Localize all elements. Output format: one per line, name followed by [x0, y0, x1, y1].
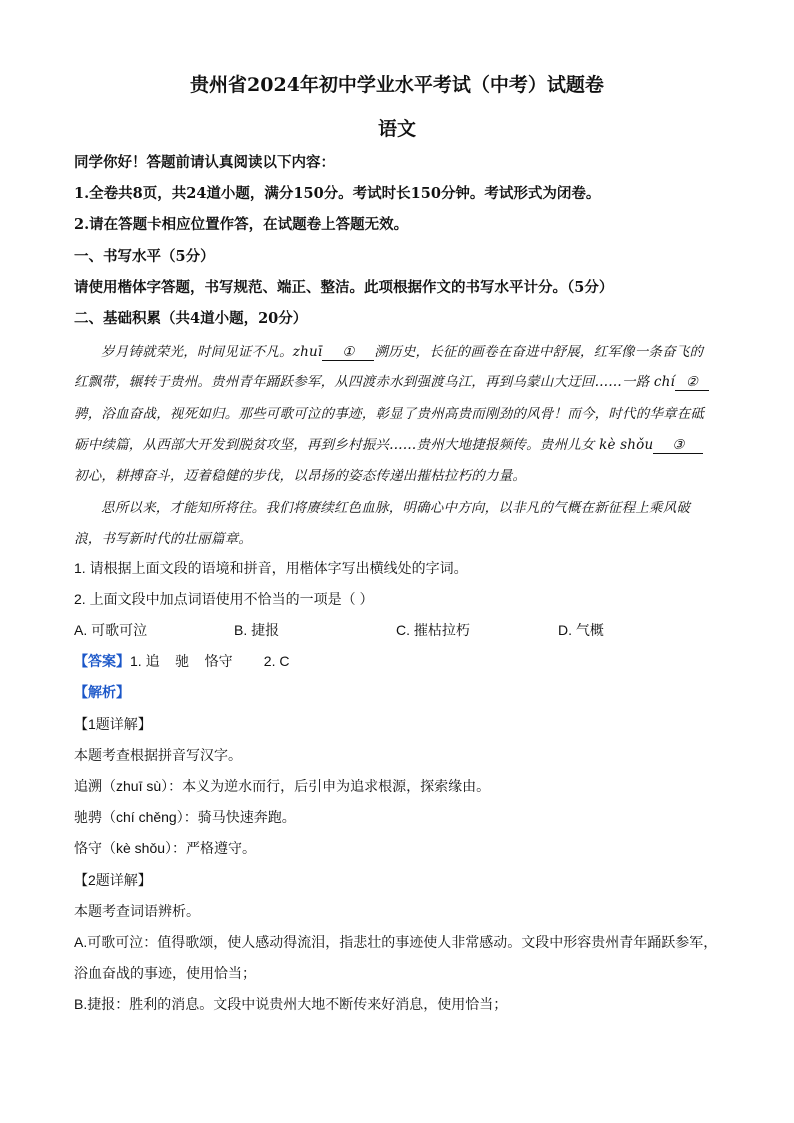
answer-tag: 【答案】 — [74, 653, 130, 669]
answer-text: 1. 追 驰 恪守 2. C — [130, 653, 290, 669]
instructions-item-1: 1.全卷共8页，共24道小题，满分150分。考试时长150分钟。考试形式为闭卷。 — [74, 185, 601, 202]
passage-line-3: 骋，浴血奋战，视死如归。那些可歌可泣的事迹，彰显了贵州高贵而刚劲的风骨！而今，时代的华章在砥 — [74, 406, 705, 422]
detail-2-item-b: B.捷报：胜利的消息。文段中说贵州大地不断传来好消息，使用恰当； — [74, 996, 508, 1012]
detail-1-intro: 本题考查根据拼音写汉字。 — [74, 747, 242, 763]
option-c: C. 摧枯拉朽 — [396, 622, 470, 638]
detail-1-item-a: 追溯（zhuī sù）：本义为逆水而行，后引申为追求根源，探索缘由。 — [74, 778, 491, 794]
instructions-greeting: 同学你好！答题前请认真阅读以下内容： — [74, 154, 335, 171]
passage-line-7: 浪，书写新时代的壮丽篇章。 — [74, 531, 253, 547]
subject-title: 语文 — [377, 118, 416, 140]
option-d: D. 气概 — [558, 622, 604, 638]
blank-3: ③ — [653, 437, 703, 454]
blank-1: ① — [322, 344, 374, 361]
detail-1-heading: 【1题详解】 — [74, 716, 152, 732]
detail-1-item-c: 恪守（kè shǒu）：严格遵守。 — [74, 840, 257, 856]
passage-line-6: 思所以来，才能知所将往。我们将赓续红色血脉，明确心中方向，以非凡的气概在新征程上乘风破 — [101, 500, 691, 516]
passage-line-5: 初心，耕搏奋斗，迈着稳健的步伐，以昂扬的姿态传递出摧枯拉朽的力量。 — [74, 468, 527, 484]
exam-title: 贵州省2024年初中学业水平考试（中考）试题卷 — [190, 74, 604, 96]
answer-line — [74, 651, 289, 671]
blank-2: ② — [675, 374, 709, 391]
detail-2-heading: 【2题详解】 — [74, 872, 152, 888]
passage-line-2: 红飘带，辗转于贵州。贵州青年踊跃参军，从四渡赤水到强渡乌江，再到乌蒙山大迂回……一路 chí ② — [74, 370, 709, 391]
question-2: 2. 上面文段中加点词语使用不恰当的一项是（ ） — [74, 591, 374, 607]
detail-2-intro: 本题考查词语辨析。 — [74, 903, 200, 919]
detail-1-item-b: 驰骋（chí chěng）：骑马快速奔跑。 — [74, 809, 296, 825]
option-a: A. 可歌可泣 — [74, 622, 148, 638]
passage-line-4: 砺中续篇，从西部大开发到脱贫攻坚，再到乡村振兴……贵州大地捷报频传。贵州儿女 kè shǒu ③ — [74, 433, 703, 454]
detail-2-item-a-line-1: A.可歌可泣：值得歌颂，使人感动得流泪，指悲壮的事迹使人非常感动。文段中形容贵州青年踊跃参军， — [74, 934, 718, 950]
section1-heading: 一、书写水平（5分） — [74, 248, 215, 265]
section2-heading: 二、基础积累（共4道小题，20分） — [74, 310, 308, 327]
passage-line-1: 岁月铸就荣光，时间见证不凡。zhuī ① 溯历史，长征的画卷在奋进中舒展，红军像一条奋飞的 — [101, 344, 704, 360]
detail-2-item-a-line-2: 浴血奋战的事迹，使用恰当； — [74, 965, 256, 981]
instructions-item-2: 2.请在答题卡相应位置作答，在试题卷上答题无效。 — [74, 216, 409, 233]
analysis-tag: 【解析】 — [74, 684, 130, 700]
question-1: 1. 请根据上面文段的语境和拼音，用楷体字写出横线处的字词。 — [74, 560, 468, 576]
option-b: B. 捷报 — [234, 622, 280, 638]
section1-body: 请使用楷体字答题，书写规范、端正、整洁。此项根据作文的书写水平计分。（5分） — [74, 279, 614, 296]
